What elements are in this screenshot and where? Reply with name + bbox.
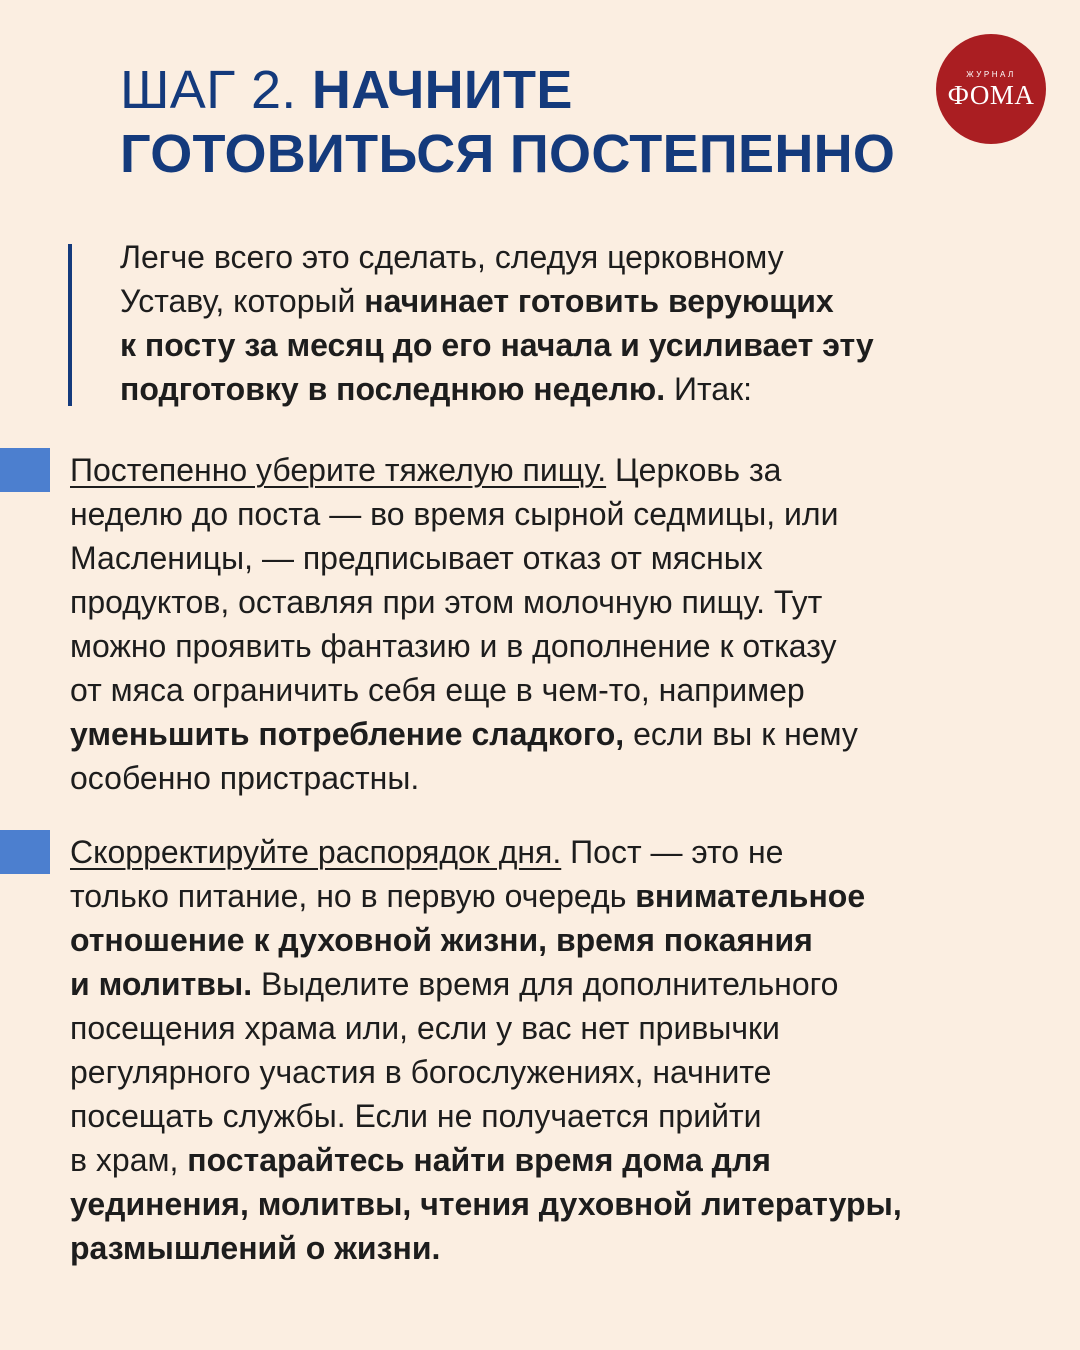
- quote-bar: [68, 244, 72, 406]
- item-text: регулярного участия в богослужениях, начните: [70, 1054, 772, 1090]
- intro-emphasis: подготовку в последнюю неделю.: [120, 371, 666, 407]
- item-heading: Постепенно уберите тяжелую пищу.: [70, 452, 607, 488]
- intro-paragraph: [120, 235, 1020, 411]
- item-heading: Скорректируйте распорядок дня.: [70, 834, 562, 870]
- item-text: от мяса ограничить себя еще в чем-то, например: [70, 672, 805, 708]
- item-emphasis: и молитвы.: [70, 966, 253, 1002]
- list-marker: [0, 448, 50, 492]
- logo-name: ФОМА: [947, 79, 1035, 110]
- intro-emphasis: к посту за месяц до его начала и усиливает эту: [120, 327, 874, 363]
- item-emphasis: уменьшить потребление сладкого,: [70, 716, 625, 752]
- intro-text: Итак:: [673, 371, 752, 407]
- item-text: если вы к нему: [633, 716, 858, 752]
- item-text: неделю до поста — во время сырной седмицы, или: [70, 496, 839, 532]
- list-item-heavy-food: [70, 448, 1030, 800]
- item-emphasis: отношение к духовной жизни, время покаяния: [70, 922, 813, 958]
- foma-logo: [936, 34, 1046, 144]
- item-text: только питание, но в первую очередь: [70, 878, 627, 914]
- intro-text: Уставу, который: [120, 283, 356, 319]
- item-text: посещать службы. Если не получается прийти: [70, 1098, 762, 1134]
- intro-text: Легче всего это сделать, следуя церковному: [120, 239, 784, 275]
- item-text: Выделите время для дополнительного: [261, 966, 839, 1002]
- item-text: посещения храма или, если у вас нет привычки: [70, 1010, 780, 1046]
- item-text: Масленицы, — предписывает отказ от мясных: [70, 540, 763, 576]
- item-emphasis: внимательное: [635, 878, 866, 914]
- item-emphasis: размышлений о жизни.: [70, 1230, 441, 1266]
- list-item-daily-routine: [70, 830, 1030, 1270]
- logo-subtitle: ЖУРНАЛ: [966, 69, 1016, 79]
- title-line-2: ГОТОВИТЬСЯ ПОСТЕПЕННО: [120, 124, 896, 184]
- item-text: особенно пристрастны.: [70, 760, 420, 796]
- intro-emphasis: начинает готовить верующих: [364, 283, 834, 319]
- item-text: Пост — это не: [570, 834, 784, 870]
- title-line-1: НАЧНИТЕ: [311, 60, 573, 120]
- item-text: в храм,: [70, 1142, 179, 1178]
- step-label: ШАГ 2.: [120, 60, 297, 120]
- item-text: продуктов, оставляя при этом молочную пищу. Тут: [70, 584, 823, 620]
- item-emphasis: постарайтесь найти время дома для: [187, 1142, 771, 1178]
- item-emphasis: уединения, молитвы, чтения духовной литературы,: [70, 1186, 902, 1222]
- list-marker: [0, 830, 50, 874]
- page-title: [120, 58, 940, 186]
- item-text: можно проявить фантазию и в дополнение к отказу: [70, 628, 837, 664]
- item-text: Церковь за: [614, 452, 782, 488]
